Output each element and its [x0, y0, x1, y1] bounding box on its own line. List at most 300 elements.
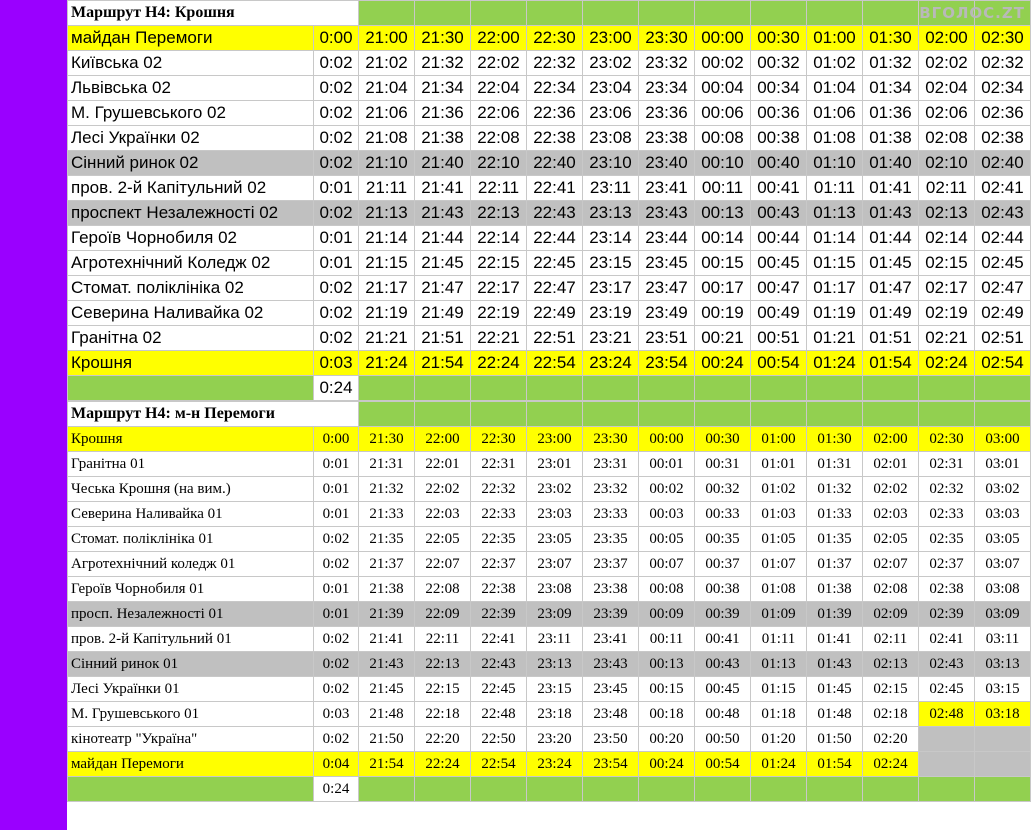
departure-time: 23:34: [639, 76, 695, 101]
total-green-cell: [527, 376, 583, 401]
departure-time: [919, 752, 975, 777]
departure-time: 21:24: [359, 351, 415, 376]
stop-name: Чеська Крошня (на вим.): [68, 477, 314, 502]
departure-time: 02:05: [863, 527, 919, 552]
departure-time: 21:36: [415, 101, 471, 126]
total-green-cell: [975, 777, 1031, 802]
departure-time: 02:30: [975, 26, 1031, 51]
departure-time: 22:39: [471, 602, 527, 627]
departure-time: 02:40: [975, 151, 1031, 176]
departure-time: 01:18: [751, 702, 807, 727]
departure-time: 02:00: [863, 427, 919, 452]
departure-time: 21:00: [359, 26, 415, 51]
departure-time: 03:11: [975, 627, 1031, 652]
departure-time: 22:00: [471, 26, 527, 51]
stop-duration: 0:02: [314, 126, 359, 151]
stop-row: [68, 101, 1031, 126]
stop-duration: 0:02: [314, 677, 359, 702]
departure-time: 00:19: [695, 301, 751, 326]
header-green-cell: [919, 402, 975, 427]
departure-time: 01:32: [863, 51, 919, 76]
departure-time: 00:15: [639, 677, 695, 702]
stop-name: Сінний ринок 02: [68, 151, 314, 176]
departure-time: 22:10: [471, 151, 527, 176]
departure-time: 00:03: [639, 502, 695, 527]
departure-time: 21:41: [415, 176, 471, 201]
departure-time: 21:14: [359, 226, 415, 251]
departure-time: 23:14: [583, 226, 639, 251]
header-green-cell: [415, 402, 471, 427]
departure-time: 01:13: [807, 201, 863, 226]
departure-time: 00:04: [695, 76, 751, 101]
departure-time: 22:47: [527, 276, 583, 301]
departure-time: 21:30: [415, 26, 471, 51]
departure-time: 00:00: [639, 427, 695, 452]
departure-time: 21:13: [359, 201, 415, 226]
departure-time: 23:30: [639, 26, 695, 51]
departure-time: 22:14: [471, 226, 527, 251]
departure-time: 02:39: [919, 602, 975, 627]
departure-time: 00:15: [695, 251, 751, 276]
departure-time: 01:49: [863, 301, 919, 326]
departure-time: 00:08: [639, 577, 695, 602]
departure-time: 02:43: [975, 201, 1031, 226]
departure-time: 22:43: [471, 652, 527, 677]
departure-time: 02:38: [919, 577, 975, 602]
departure-time: 00:11: [695, 176, 751, 201]
departure-time: 01:09: [751, 602, 807, 627]
departure-time: 02:36: [975, 101, 1031, 126]
stop-duration: 0:02: [314, 527, 359, 552]
departure-time: 21:32: [415, 51, 471, 76]
departure-time: 22:24: [471, 351, 527, 376]
departure-time: 00:33: [695, 502, 751, 527]
departure-time: 00:43: [751, 201, 807, 226]
departure-time: 23:43: [583, 652, 639, 677]
total-label-cell: [68, 777, 314, 802]
departure-time: 00:08: [695, 126, 751, 151]
departure-time: 01:11: [751, 627, 807, 652]
stop-name: М. Грушевського 02: [68, 101, 314, 126]
stop-name: майдан Перемоги: [68, 26, 314, 51]
stop-name: Лесі Українки 01: [68, 677, 314, 702]
departure-time: 22:32: [471, 477, 527, 502]
departure-time: 00:32: [751, 51, 807, 76]
departure-time: 23:39: [583, 602, 639, 627]
stop-duration: 0:02: [314, 326, 359, 351]
departure-time: 22:19: [471, 301, 527, 326]
departure-time: 23:05: [527, 527, 583, 552]
departure-time: 21:45: [359, 677, 415, 702]
departure-time: 21:54: [415, 351, 471, 376]
total-green-cell: [919, 376, 975, 401]
stop-duration: 0:02: [314, 151, 359, 176]
stop-name: майдан Перемоги: [68, 752, 314, 777]
departure-time: 02:34: [975, 76, 1031, 101]
departure-time: 23:20: [527, 727, 583, 752]
departure-time: 22:09: [415, 602, 471, 627]
departure-time: 02:43: [919, 652, 975, 677]
departure-time: 21:15: [359, 251, 415, 276]
departure-time: 22:30: [471, 427, 527, 452]
departure-time: 23:51: [639, 326, 695, 351]
departure-time: 23:36: [639, 101, 695, 126]
total-green-cell: [471, 777, 527, 802]
total-green-cell: [639, 376, 695, 401]
departure-time: 02:14: [919, 226, 975, 251]
stop-name: Героїв Чорнобиля 02: [68, 226, 314, 251]
stop-name: Стомат. поліклініка 02: [68, 276, 314, 301]
departure-time: 23:04: [583, 76, 639, 101]
departure-time: 22:06: [471, 101, 527, 126]
stop-row: [68, 301, 1031, 326]
header-green-cell: [807, 402, 863, 427]
departure-time: 21:43: [359, 652, 415, 677]
stop-name: Гранітна 02: [68, 326, 314, 351]
departure-time: 01:37: [807, 552, 863, 577]
departure-time: 00:48: [695, 702, 751, 727]
departure-time: 02:38: [975, 126, 1031, 151]
departure-time: 01:45: [863, 251, 919, 276]
departure-time: 22:51: [527, 326, 583, 351]
departure-time: 02:24: [863, 752, 919, 777]
departure-time: 02:01: [863, 452, 919, 477]
header-green-cell: [751, 1, 807, 26]
header-green-cell: [359, 402, 415, 427]
departure-time: 22:37: [471, 552, 527, 577]
departure-time: 00:41: [695, 627, 751, 652]
departure-time: 22:54: [471, 752, 527, 777]
departure-time: 00:24: [639, 752, 695, 777]
departure-time: 02:54: [975, 351, 1031, 376]
total-label-cell: [68, 376, 314, 401]
departure-time: 22:49: [527, 301, 583, 326]
departure-time: 22:45: [527, 251, 583, 276]
departure-time: 00:49: [751, 301, 807, 326]
departure-time: 22:31: [471, 452, 527, 477]
departure-time: 21:19: [359, 301, 415, 326]
departure-time: 23:54: [639, 351, 695, 376]
departure-time: 22:35: [471, 527, 527, 552]
departure-time: 01:32: [807, 477, 863, 502]
total-green-cell: [415, 376, 471, 401]
departure-time: 01:47: [863, 276, 919, 301]
departure-time: 21:38: [415, 126, 471, 151]
departure-time: 01:19: [807, 301, 863, 326]
stop-row: [68, 326, 1031, 351]
departure-time: 00:31: [695, 452, 751, 477]
departure-time: 22:20: [415, 727, 471, 752]
header-green-cell: [415, 1, 471, 26]
departure-time: 00:10: [695, 151, 751, 176]
departure-time: 23:00: [527, 427, 583, 452]
departure-time: 01:21: [807, 326, 863, 351]
departure-time: 23:32: [583, 477, 639, 502]
departure-time: 23:41: [639, 176, 695, 201]
stop-duration: 0:02: [314, 627, 359, 652]
departure-time: 03:05: [975, 527, 1031, 552]
departure-time: 00:38: [751, 126, 807, 151]
departure-time: 00:02: [695, 51, 751, 76]
departure-time: 21:30: [359, 427, 415, 452]
departure-time: 01:33: [807, 502, 863, 527]
departure-time: 23:07: [527, 552, 583, 577]
departure-time: 22:38: [471, 577, 527, 602]
stop-row: [68, 627, 1031, 652]
departure-time: 03:13: [975, 652, 1031, 677]
total-green-cell: [751, 777, 807, 802]
departure-time: 01:30: [807, 427, 863, 452]
stop-row: [68, 276, 1031, 301]
header-green-cell: [583, 402, 639, 427]
departure-time: 23:49: [639, 301, 695, 326]
departure-time: 02:08: [919, 126, 975, 151]
departure-time: 21:44: [415, 226, 471, 251]
departure-time: 01:03: [751, 502, 807, 527]
departure-time: 22:38: [527, 126, 583, 151]
departure-time: 23:11: [527, 627, 583, 652]
departure-time: 22:05: [415, 527, 471, 552]
departure-time: 21:43: [415, 201, 471, 226]
departure-time: 21:40: [415, 151, 471, 176]
departure-time: 02:15: [919, 251, 975, 276]
departure-time: 21:31: [359, 452, 415, 477]
departure-time: 02:00: [919, 26, 975, 51]
departure-time: 02:04: [919, 76, 975, 101]
total-green-cell: [639, 777, 695, 802]
departure-time: 00:14: [695, 226, 751, 251]
departure-time: 02:37: [919, 552, 975, 577]
header-green-cell: [471, 402, 527, 427]
stop-row: [68, 226, 1031, 251]
departure-time: 02:32: [975, 51, 1031, 76]
total-green-cell: [527, 777, 583, 802]
departure-time: 00:20: [639, 727, 695, 752]
departure-time: 22:50: [471, 727, 527, 752]
departure-time: 22:33: [471, 502, 527, 527]
departure-time: 23:10: [583, 151, 639, 176]
departure-time: 02:02: [919, 51, 975, 76]
total-green-cell: [807, 376, 863, 401]
departure-time: 22:21: [471, 326, 527, 351]
departure-time: 23:03: [527, 502, 583, 527]
departure-time: 00:09: [639, 602, 695, 627]
stop-row: [68, 552, 1031, 577]
departure-time: 21:54: [359, 752, 415, 777]
header-green-cell: [639, 1, 695, 26]
departure-time: 23:40: [639, 151, 695, 176]
departure-time: 01:02: [807, 51, 863, 76]
departure-time: 02:18: [863, 702, 919, 727]
stop-duration: 0:02: [314, 652, 359, 677]
stop-name: Київська 02: [68, 51, 314, 76]
departure-time: 01:50: [807, 727, 863, 752]
departure-time: 02:35: [919, 527, 975, 552]
departure-time: 21:21: [359, 326, 415, 351]
departure-time: 02:51: [975, 326, 1031, 351]
departure-time: 00:05: [639, 527, 695, 552]
departure-time: 23:17: [583, 276, 639, 301]
departure-time: 22:02: [471, 51, 527, 76]
departure-time: 21:50: [359, 727, 415, 752]
departure-time: 00:36: [751, 101, 807, 126]
total-green-cell: [415, 777, 471, 802]
departure-time: 00:40: [751, 151, 807, 176]
departure-time: 00:07: [639, 552, 695, 577]
departure-time: 02:09: [863, 602, 919, 627]
stop-duration: 0:03: [314, 702, 359, 727]
departure-time: 00:00: [695, 26, 751, 51]
departure-time: 02:15: [863, 677, 919, 702]
stop-row: [68, 477, 1031, 502]
departure-time: 23:41: [583, 627, 639, 652]
departure-time: 23:19: [583, 301, 639, 326]
stop-duration: 0:02: [314, 727, 359, 752]
stop-duration: 0:02: [314, 51, 359, 76]
departure-time: 23:24: [527, 752, 583, 777]
departure-time: 23:35: [583, 527, 639, 552]
departure-time: 00:45: [695, 677, 751, 702]
stop-row: [68, 452, 1031, 477]
departure-time: 21:45: [415, 251, 471, 276]
left-purple-bar: [0, 0, 67, 830]
departure-time: 02:02: [863, 477, 919, 502]
stop-duration: 0:02: [314, 301, 359, 326]
departure-time: 23:06: [583, 101, 639, 126]
departure-time: 02:44: [975, 226, 1031, 251]
stop-name: Львівська 02: [68, 76, 314, 101]
departure-time: 21:51: [415, 326, 471, 351]
departure-time: 00:37: [695, 552, 751, 577]
departure-time: 00:18: [639, 702, 695, 727]
departure-time: 01:38: [807, 577, 863, 602]
total-green-cell: [583, 376, 639, 401]
departure-time: 01:41: [863, 176, 919, 201]
departure-time: 00:38: [695, 577, 751, 602]
departure-time: 22:30: [527, 26, 583, 51]
stop-row: [68, 176, 1031, 201]
departure-time: 02:45: [919, 677, 975, 702]
departure-time: 23:02: [527, 477, 583, 502]
stop-duration: 0:02: [314, 76, 359, 101]
departure-time: 22:40: [527, 151, 583, 176]
stop-duration: 0:00: [314, 427, 359, 452]
departure-time: 21:17: [359, 276, 415, 301]
total-green-cell: [471, 376, 527, 401]
departure-time: 21:47: [415, 276, 471, 301]
departure-time: 01:05: [751, 527, 807, 552]
departure-time: 23:08: [583, 126, 639, 151]
route-2-body: [68, 402, 1031, 802]
departure-time: 02:07: [863, 552, 919, 577]
departure-time: 23:02: [583, 51, 639, 76]
departure-time: 01:02: [751, 477, 807, 502]
departure-time: 22:03: [415, 502, 471, 527]
header-green-cell: [975, 402, 1031, 427]
departure-time: 22:11: [415, 627, 471, 652]
route-title-row: [68, 1, 1031, 26]
stop-duration: 0:02: [314, 101, 359, 126]
departure-time: 00:51: [751, 326, 807, 351]
stop-name: пров. 2-й Капітульний 01: [68, 627, 314, 652]
stop-row: [68, 126, 1031, 151]
stop-row: [68, 502, 1031, 527]
route-title-row: [68, 402, 1031, 427]
departure-time: 21:39: [359, 602, 415, 627]
departure-time: 23:44: [639, 226, 695, 251]
departure-time: 00:13: [639, 652, 695, 677]
departure-time: 22:17: [471, 276, 527, 301]
stop-row: [68, 51, 1031, 76]
departure-time: 23:00: [583, 26, 639, 51]
stop-row: [68, 602, 1031, 627]
departure-time: 01:13: [751, 652, 807, 677]
header-green-cell: [807, 1, 863, 26]
departure-time: 00:30: [695, 427, 751, 452]
departure-time: 23:54: [583, 752, 639, 777]
departure-time: 23:31: [583, 452, 639, 477]
stop-row: [68, 151, 1031, 176]
departure-time: 23:11: [583, 176, 639, 201]
departure-time: 21:35: [359, 527, 415, 552]
departure-time: 21:02: [359, 51, 415, 76]
departure-time: 23:18: [527, 702, 583, 727]
departure-time: 21:37: [359, 552, 415, 577]
departure-time: 21:08: [359, 126, 415, 151]
stop-duration: 0:01: [314, 251, 359, 276]
departure-time: 01:15: [807, 251, 863, 276]
departure-time: 23:48: [583, 702, 639, 727]
route-1-body: [68, 1, 1031, 401]
departure-time: [919, 727, 975, 752]
departure-time: 22:07: [415, 552, 471, 577]
departure-time: 02:10: [919, 151, 975, 176]
departure-time: 01:11: [807, 176, 863, 201]
departure-time: 02:20: [863, 727, 919, 752]
departure-time: 01:41: [807, 627, 863, 652]
stop-row: [68, 76, 1031, 101]
departure-time: 00:41: [751, 176, 807, 201]
stop-name: пров. 2-й Капітульний 02: [68, 176, 314, 201]
departure-time: 23:08: [527, 577, 583, 602]
stop-name: Северина Наливайка 01: [68, 502, 314, 527]
stop-name: Северина Наливайка 02: [68, 301, 314, 326]
stop-name: Гранітна 01: [68, 452, 314, 477]
departure-time: 21:11: [359, 176, 415, 201]
departure-time: 02:41: [919, 627, 975, 652]
stop-duration: 0:01: [314, 577, 359, 602]
watermark-logo: ВГОЛОС.ZT: [919, 4, 1025, 22]
departure-time: 01:38: [863, 126, 919, 151]
stop-name: Лесі Українки 02: [68, 126, 314, 151]
stop-name: проспект Незалежності 02: [68, 201, 314, 226]
departure-time: 01:43: [807, 652, 863, 677]
departure-time: 22:44: [527, 226, 583, 251]
departure-time: 01:34: [863, 76, 919, 101]
departure-time: 02:49: [975, 301, 1031, 326]
departure-time: 00:47: [751, 276, 807, 301]
total-duration: 0:24: [314, 376, 359, 401]
departure-time: 00:39: [695, 602, 751, 627]
departure-time: 23:01: [527, 452, 583, 477]
departure-time: 02:32: [919, 477, 975, 502]
route-1-table: [67, 0, 1031, 401]
departure-time: 03:02: [975, 477, 1031, 502]
departure-time: 22:13: [471, 201, 527, 226]
departure-time: 00:06: [695, 101, 751, 126]
departure-time: 01:39: [807, 602, 863, 627]
total-row: [68, 777, 1031, 802]
